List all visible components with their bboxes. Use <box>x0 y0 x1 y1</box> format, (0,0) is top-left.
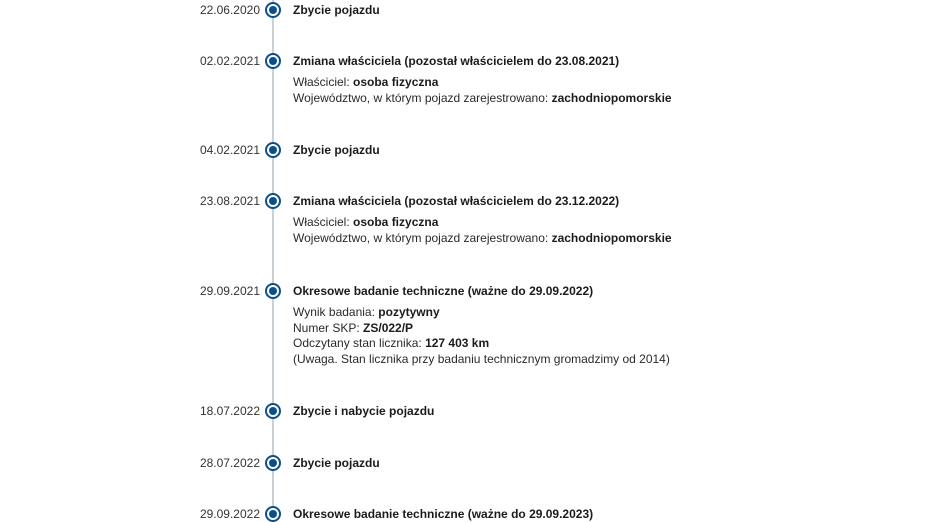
detail-value: 127 403 km <box>425 336 490 350</box>
timeline-dot-icon <box>265 142 281 158</box>
event-date: 04.02.2021 <box>199 143 260 157</box>
event-title: Zbycie pojazdu <box>293 143 380 157</box>
detail-label: Właściciel: <box>293 75 354 89</box>
detail-line <box>293 321 670 337</box>
event-title: Okresowe badanie techniczne (ważne do 29.09.2022) <box>293 284 594 298</box>
timeline-dot-icon <box>265 506 281 522</box>
detail-line <box>293 305 670 321</box>
timeline-dot-icon <box>265 283 281 299</box>
detail-label: Wynik badania: <box>293 305 379 319</box>
event-date: 28.07.2022 <box>199 456 260 470</box>
detail-line <box>293 91 672 107</box>
detail-value: osoba fizyczna <box>353 215 439 229</box>
event-date: 23.08.2021 <box>199 194 260 208</box>
event-date: 22.06.2020 <box>199 3 260 17</box>
event-date: 18.07.2022 <box>199 404 260 418</box>
detail-value: ZS/022/P <box>363 320 414 335</box>
event-title: Zmiana właściciela (pozostał właścicielem do 23.08.2021) <box>293 54 620 68</box>
event-details <box>293 75 672 106</box>
timeline-line <box>272 0 274 522</box>
detail-label: Województwo, w którym pojazd zarejestrowano: <box>293 230 552 245</box>
detail-label: Województwo, w którym pojazd zarejestrowano: <box>293 90 552 105</box>
event-title: Zbycie pojazdu <box>293 3 380 17</box>
timeline-dot-icon <box>265 193 281 209</box>
event-details <box>293 215 672 246</box>
detail-value: pozytywny <box>378 305 440 319</box>
event-date: 02.02.2021 <box>199 54 260 68</box>
detail-line <box>293 75 672 91</box>
timeline-dot-icon <box>265 455 281 471</box>
event-date: 29.09.2021 <box>199 284 260 298</box>
event-details <box>293 305 670 367</box>
detail-line <box>293 231 672 247</box>
detail-line <box>293 352 670 368</box>
detail-value: osoba fizyczna <box>353 75 439 89</box>
detail-value: zachodniopomorskie <box>551 90 672 105</box>
detail-label: Numer SKP: <box>293 320 364 335</box>
timeline-dot-icon <box>265 2 281 18</box>
event-title: Zmiana właściciela (pozostał właścicielem do 23.12.2022) <box>293 194 620 208</box>
event-title: Zbycie pojazdu <box>293 456 380 470</box>
event-title: Zbycie i nabycie pojazdu <box>293 404 435 418</box>
timeline-dot-icon <box>265 403 281 419</box>
event-date: 29.09.2022 <box>199 507 260 521</box>
timeline-dot-icon <box>265 53 281 69</box>
detail-line <box>293 336 670 352</box>
detail-line <box>293 215 672 231</box>
detail-label: Właściciel: <box>293 215 354 229</box>
detail-label: Odczytany stan licznika: <box>293 336 426 350</box>
detail-label: (Uwaga. Stan licznika przy badaniu technicznym gromadzimy od 2014) <box>293 351 670 366</box>
event-title: Okresowe badanie techniczne (ważne do 29.09.2023) <box>293 507 594 521</box>
detail-value: zachodniopomorskie <box>551 230 672 245</box>
